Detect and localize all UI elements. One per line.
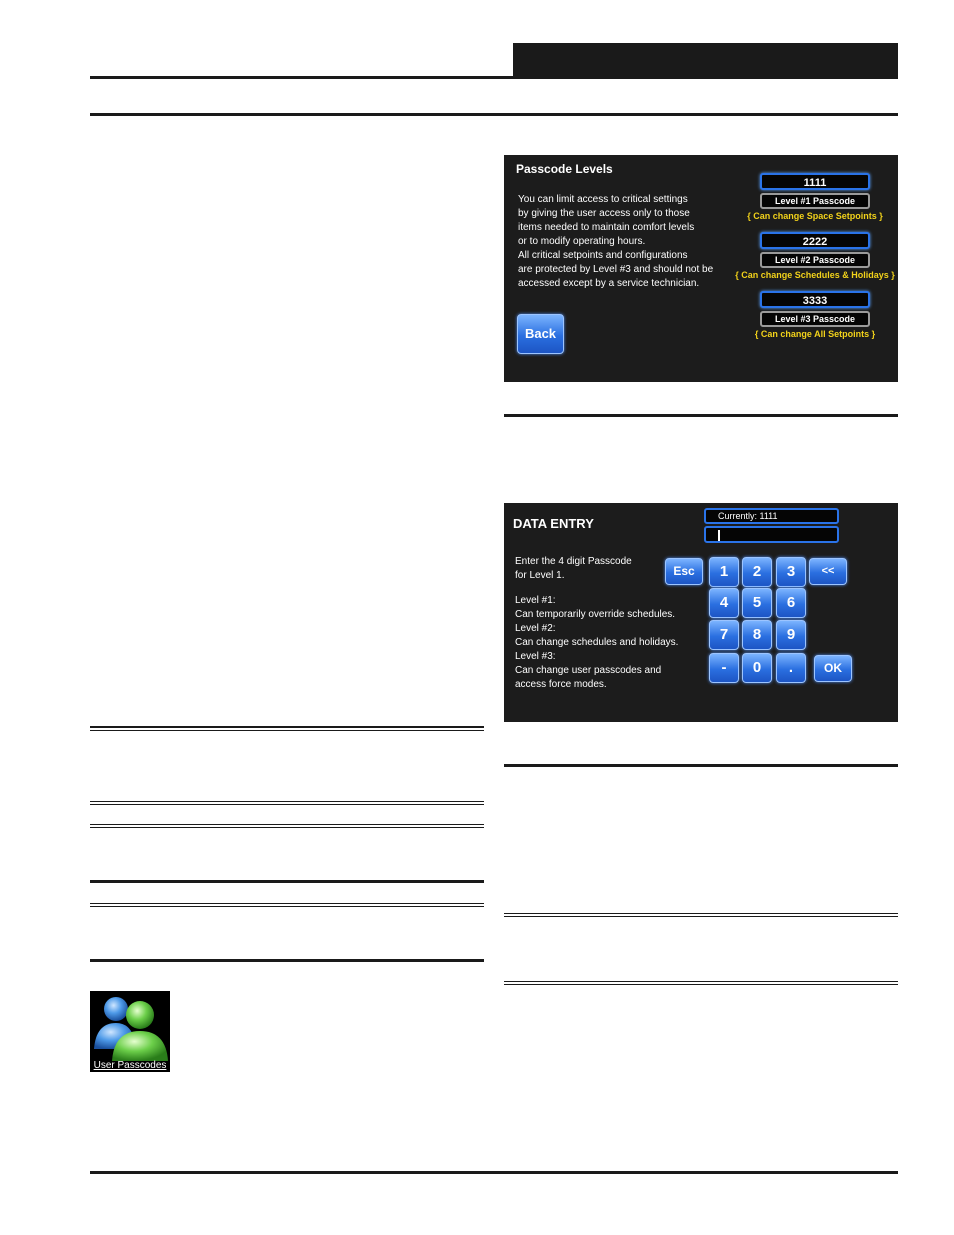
level1-passcode-field[interactable]: 1111 [760,173,870,190]
level2-description: { Can change Schedules & Holidays } [735,270,895,280]
level-descriptions: Level #1: Can temporarily override schedules. Level #2: Can change schedules and holidays. Level #3: Can change user passcodes and access force modes. [515,595,679,690]
passcode-description: You can limit access to critical settings by giving the user access only to those items needed to maintain comfort levels or to modify operating hours. All critical setpoints and configurations are protected by Level #3 and should not be accessed except by a service technician. [518,194,714,289]
note-rule-top [504,913,898,914]
left-rule-5b [90,906,484,907]
text-cursor [718,530,720,541]
app-icon-label: User Passcodes [93,1060,167,1071]
key-4[interactable]: 4 [709,588,739,618]
screen-title: Passcode Levels [516,162,613,176]
key-7[interactable]: 7 [709,620,739,650]
left-rule-2b [90,804,484,805]
passcode-input[interactable] [704,526,839,543]
level3-passcode-label: Level #3 Passcode [760,311,870,327]
current-value-field: Currently: 1111 [704,508,839,524]
user-passcodes-app-icon[interactable] [90,991,170,1072]
esc-button[interactable]: Esc [665,558,703,585]
key-5[interactable]: 5 [742,588,772,618]
left-rule-4 [90,880,484,883]
key-8[interactable]: 8 [742,620,772,650]
note-rule-bottom-2 [504,984,898,985]
level3-passcode-field[interactable]: 3333 [760,291,870,308]
key-minus[interactable]: - [709,653,739,683]
key-dot[interactable]: . [776,653,806,683]
left-rule-3a [90,824,484,825]
instruction-text: Enter the 4 digit Passcode for Level 1. [515,556,632,581]
level1-description: { Can change Space Setpoints } [747,211,883,221]
header-banner [513,43,898,78]
section-rule-top [90,113,898,116]
backspace-button[interactable]: << [809,558,847,585]
ok-button[interactable]: OK [814,655,852,682]
key-6[interactable]: 6 [776,588,806,618]
left-rule-6 [90,959,484,962]
left-rule-2a [90,801,484,802]
left-rule-5a [90,903,484,904]
header-rule [90,76,898,79]
note-rule-bottom [504,981,898,982]
caption-rule-1 [504,414,898,417]
key-1[interactable]: 1 [709,557,739,587]
users-icon [90,991,170,1061]
footer-rule [90,1171,898,1174]
level1-passcode-label: Level #1 Passcode [760,193,870,209]
level2-passcode-label: Level #2 Passcode [760,252,870,268]
key-2[interactable]: 2 [742,557,772,587]
left-rule-1b [90,730,484,731]
back-button[interactable]: Back [517,314,564,354]
level2-passcode-field[interactable]: 2222 [760,232,870,249]
caption-rule-2 [504,764,898,767]
left-rule-1a [90,726,484,728]
note-rule-top-2 [504,916,898,917]
key-3[interactable]: 3 [776,557,806,587]
passcode-levels-screen [504,155,898,382]
data-entry-screen [504,503,898,722]
left-rule-3b [90,827,484,828]
key-0[interactable]: 0 [742,653,772,683]
level3-description: { Can change All Setpoints } [754,329,876,339]
data-entry-title: DATA ENTRY [513,516,594,531]
key-9[interactable]: 9 [776,620,806,650]
